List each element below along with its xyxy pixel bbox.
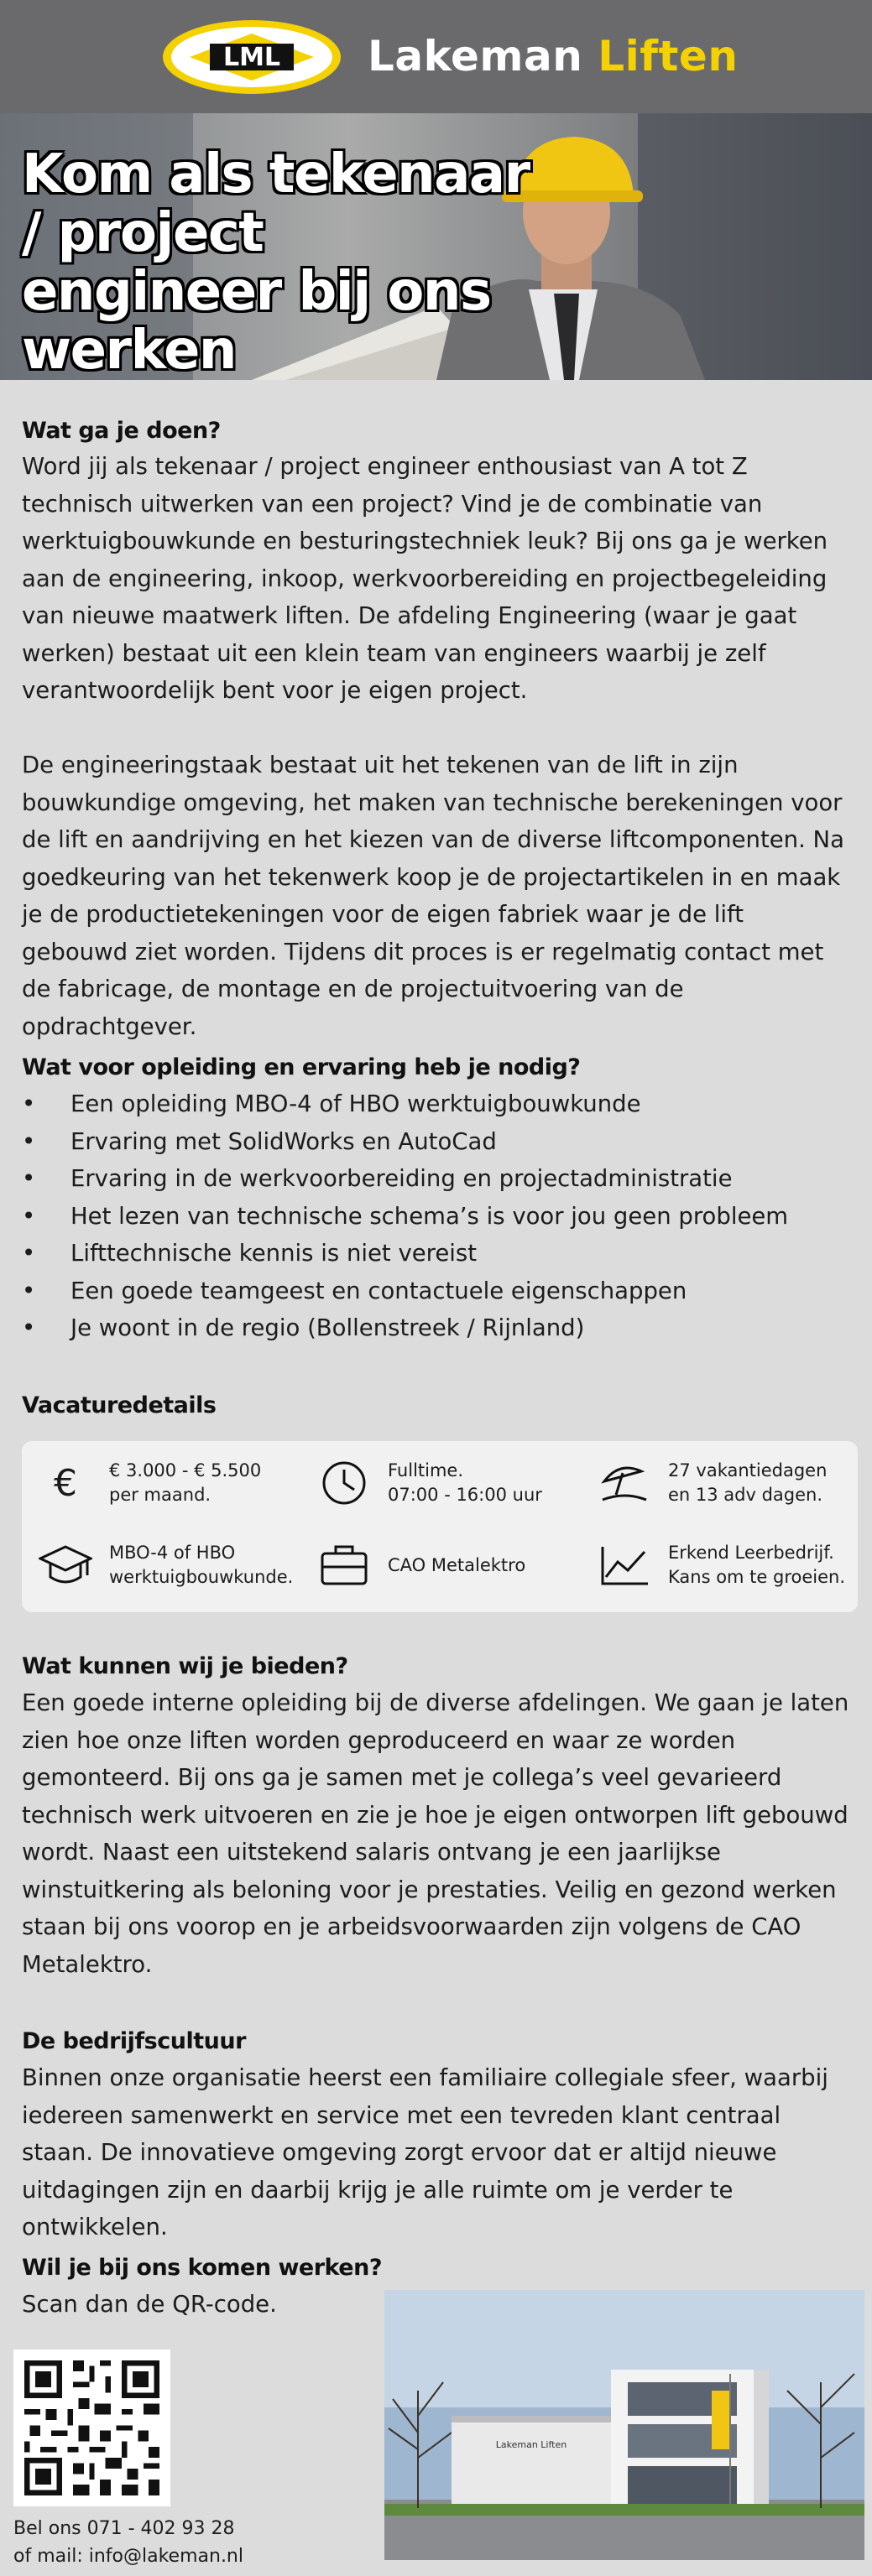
- detail-salary: € € 3.000 - € 5.500 per maand.: [39, 1456, 261, 1510]
- briefcase-icon: [317, 1538, 371, 1592]
- list-item: • Je woont in de regio (Bollenstreek / Rijnland): [22, 1309, 853, 1347]
- detail-education: MBO-4 of HBO werktuigbouwkunde.: [39, 1538, 293, 1592]
- section-heading-apply: Wil je bij ons komen werken?: [22, 2255, 382, 2281]
- contact-phone[interactable]: Bel ons 071 - 402 93 28: [13, 2518, 235, 2539]
- hero-banner: [0, 113, 872, 380]
- list-item: • Een opleiding MBO-4 of HBO werktuigbouwkunde: [22, 1085, 853, 1123]
- contact-email[interactable]: of mail: info@lakeman.nl: [13, 2546, 243, 2567]
- list-item: • Het lezen van technische schema’s is voor jou geen probleem: [22, 1198, 853, 1236]
- section-heading-details: Vacaturedetails: [22, 1392, 217, 1418]
- euro-icon: €: [54, 1461, 77, 1505]
- culture-paragraph: Binnen onze organisatie heerst een familiaire collegiale sfeer, waarbij iedereen samenwerkt en service met een tevreden klant centraal staan. De innovatieve omgeving zorgt ervoor dat er altijd nieuwe uitdagingen zijn en daarbij krijg je alle ruimte om je verder te ontwikkelen.: [22, 2064, 828, 2240]
- logo-text: LML: [222, 43, 281, 72]
- list-item: • Ervaring met SolidWorks en AutoCad: [22, 1123, 853, 1161]
- requirements-list: [22, 1085, 853, 1347]
- brand-name: [368, 32, 738, 81]
- hero-title: Kom als tekenaar / project engineer bij ons werken: [22, 143, 530, 380]
- list-item: • Lifttechnische kennis is niet vereist: [22, 1235, 853, 1272]
- tasks-paragraph-1: Word jij als tekenaar / project engineer enthousiast van A tot Z technisch uitwerken van een project? Vind je de combinatie van werktuigbouwkunde en besturingstechniek leuk? Bij ons ga je werken aan de engineering, inkoop, werkvoorbereiding en projectbegeleiding van nieuwe maatwerk liften. De afdeling Engineering (waar je gaat werken) bestaat uit een klein team van engineers waarbij je zelf verantwoordelijk bent voor je eigen project.: [22, 453, 828, 704]
- graduation-cap-icon: [39, 1538, 92, 1592]
- lakeman-logo: [161, 18, 342, 96]
- header: [0, 0, 872, 113]
- section-heading-tasks: Wat ga je doen?: [22, 418, 221, 444]
- section-heading-offer: Wat kunnen wij je bieden?: [22, 1653, 348, 1679]
- building-photo: [384, 2290, 864, 2560]
- clock-icon: [317, 1456, 371, 1510]
- beach-umbrella-icon: [598, 1456, 651, 1510]
- detail-hours: Fulltime. 07:00 - 16:00 uur: [317, 1456, 542, 1510]
- list-item: • Ervaring in de werkvoorbereiding en projectadministratie: [22, 1160, 853, 1198]
- section-heading-culture: De bedrijfscultuur: [22, 2028, 246, 2054]
- brand-word-2: Liften: [598, 32, 739, 81]
- tasks-paragraph-2: De engineeringstaak bestaat uit het tekenen van de lift in zijn bouwkundige omgeving, het maken van technische berekeningen voor de lift en aandrijving en het kiezen van de diverse liftcomponenten. Na goedkeuring van het tekenwerk koop je de projectartikelen in en maak je de productietekeningen voor de eigen fabriek waar je de lift gebouwd ziet worden. Tijdens dit proces is er regelmatig contact met de fabricage, de montage en de projectuitvoering van de opdrachtgever.: [22, 752, 844, 1040]
- apply-paragraph: Scan dan de QR-code.: [22, 2291, 277, 2318]
- growth-chart-icon: [598, 1538, 651, 1592]
- brand-word-1: Lakeman: [368, 32, 583, 81]
- detail-holidays: 27 vakantiedagen en 13 adv dagen.: [598, 1456, 827, 1510]
- vacancy-details-card: [22, 1441, 858, 1612]
- offer-paragraph: Een goede interne opleiding bij de diverse afdelingen. We gaan je laten zien hoe onze liften worden geproduceerd en waar ze worden gemonteerd. Bij ons ga je samen met je collega’s veel gevarieerd technisch werk uitvoeren en zie je hoe je eigen ontworpen lift gebouwd wordt. Naast een uitstekend salaris ontvang je een jaarlijkse winstuitkering als beloning voor je prestaties. Veilig en gezond werken staan bij ons voorop en je arbeidsvoorwaarden zijn volgens de CAO Metalektro.: [22, 1689, 849, 1978]
- qr-code[interactable]: [13, 2350, 170, 2506]
- list-item: • Een goede teamgeest en contactuele eigenschappen: [22, 1272, 853, 1310]
- contact-info: [13, 2515, 243, 2570]
- section-heading-requirements: Wat voor opleiding en ervaring heb je nodig?: [22, 1054, 581, 1080]
- detail-cao: CAO Metalektro: [317, 1538, 525, 1592]
- building-sign: Lakeman Liften: [495, 2439, 567, 2450]
- detail-growth: Erkend Leerbedrijf. Kans om te groeien.: [598, 1538, 845, 1592]
